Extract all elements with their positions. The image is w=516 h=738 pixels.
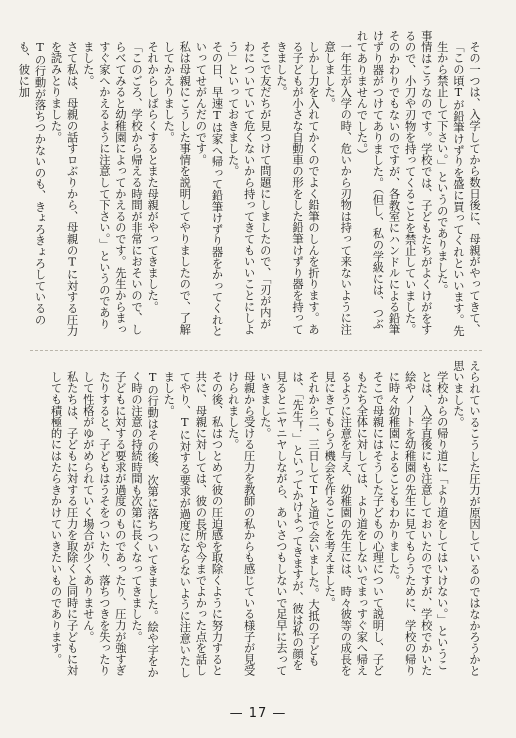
section-divider [30, 350, 482, 351]
upper-paragraph: 事情はこうなのです。学校では、子どもたちがよくけがをするので、小刀や刃物を持ってくることを禁止していました。そのかわりでもないのですが、各教室にハンドルによる鉛筆けずり器がつけてありました。（但し、私の学級には、つぶれてありませんでした。） [355, 30, 433, 336]
upper-paragraph: それからしばらくするとまた母親がやってきました。 [146, 41, 160, 313]
upper-paragraph: 私は母親にこうした事情を説明してやりましたので、了解してかえりました。 [162, 41, 192, 336]
upper-paragraph: その日、早速Tは家へ帰って鉛筆けずり器をかってくれといってせがんだのです。 [194, 41, 224, 337]
lower-paragraph: えられているこうした圧力が原因しているのではなかろうかと思いました。 [451, 360, 481, 677]
lower-text-block [30, 360, 482, 682]
upper-paragraph: しかし力を入れてかくのでよく鉛筆のしんを折ります。ある子どもが小さな自動車の形をした鉛筆けずり器を持ってきました。 [274, 41, 321, 336]
upper-paragraph: その一つは、入学してから数日後に、母親がやってきて、「この頃Tが鉛筆けずりを盛に買ってくれといいます。先生から禁止して下さい。」というのでありました。 [435, 41, 481, 337]
lower-paragraph: Tの行動はその後、次第に落ちついてきました。絵や字をかく時の注意の持続時間も次第に長くなってきました。 [130, 371, 160, 679]
lower-paragraph: 子どもに対する要求が過度のものであったり、圧力が強すぎたりすると、子どもはうそをついたり、落ちつきを失ったりして性格がゆがめられていく場合が少くありません。 [81, 371, 127, 677]
upper-paragraph: 一年生が入学の時、危いから刃物は持って来ないように注意しました。 [323, 41, 353, 336]
upper-text-block [17, 30, 482, 340]
lower-paragraph: そこで母親にはそうした子どもの心理について説明し、子どもたち全体に対しては、より道をしないでまっすぐ家へ帰えるように注意を与え、幼稚園の先生には、時々彼等の成長を見にきてもらう機会を作ることを考えました。 [323, 371, 385, 677]
lower-paragraph: それから二、三日してTと道で会いました。大抵の子どもは、「先生！」といってかけよってきますが、彼は私の顔を見るとニヤニヤしながら、あいさつもしないで足早に去っていきました。 [258, 371, 321, 677]
lower-paragraph: その後、私はつとめて彼の圧迫感を取除くように努力すると共に、母親に対しては、彼の長所や今までよかった点を話してやり、Tに対する要求が過度にならないように注意いたしました。 [162, 371, 224, 679]
lower-paragraph: 母親から受ける圧力を教師の私からも感じている様子が見受けられました。 [226, 371, 256, 677]
upper-paragraph: そこで友だちが見つけて問題にしましたので、「刃が内がわについていて危くないから持ってきてもいいことにしよう」といっておきました。 [226, 41, 272, 336]
upper-paragraph: Tの行動が落ちつかないのも、きょろきょろしているのも、彼に加 [17, 41, 47, 326]
lower-paragraph: 学校からの帰り道に「より道をしてはいけない。」ということは、入学直後にも注意しておいたのですが、学校でかいた絵やノートを幼稚園の先生に見てもらうために、学校の帰りに時々幼稚園によることもわかりました。 [387, 371, 449, 677]
page-number: — 17 — [229, 706, 287, 721]
upper-paragraph: 「このごろ、学校から帰える時間が非常におそいので、しらべてみると幼稚園によってかえるのです。先生からまっすぐ家へかえるように注意して下さい。」というのでありました。 [81, 41, 144, 336]
upper-paragraph: さて私は、母親の話すロぶりから、母親のTに対する圧力を読みとりました。 [49, 41, 79, 337]
lower-paragraph: 私たちは、子どもに対する圧力を取除くと同時に子どもに対しても積極的にはたらきかけていきたいものであります。 [49, 371, 79, 677]
